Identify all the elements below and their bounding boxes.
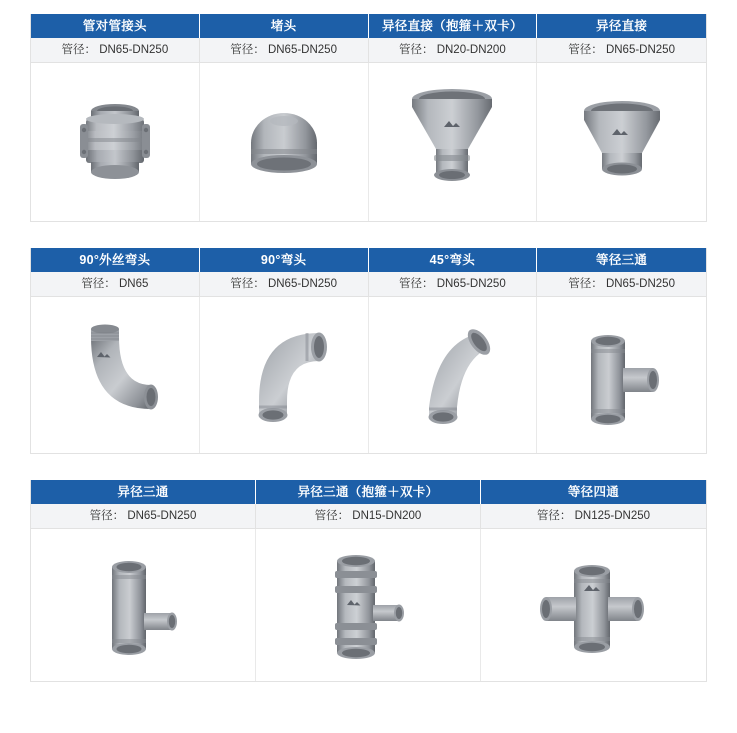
product-spec-cell: 管径： DN65 (31, 272, 200, 297)
product-title-cell: 异径三通（抱箍＋双卡） (256, 480, 481, 504)
product-title-cell: 管对管接头 (31, 14, 200, 38)
product-catalog-page (0, 14, 737, 733)
equal-cross-icon (528, 545, 658, 665)
end-cap-icon (229, 87, 339, 197)
group-3-image-row (31, 529, 706, 681)
product-group-1 (30, 14, 707, 222)
product-spec-cell: 管径： DN65-DN250 (31, 38, 200, 63)
product-image-cell (481, 529, 706, 681)
product-spec-cell: 管径： DN65-DN250 (537, 272, 706, 297)
90-elbow-icon (219, 315, 349, 435)
reducer-icon (562, 87, 682, 197)
product-title-cell: 90°弯头 (200, 248, 369, 272)
product-title-cell: 异径直接（抱箍＋双卡） (369, 14, 538, 38)
product-title-cell: 堵头 (200, 14, 369, 38)
product-spec-cell: 管径： DN15-DN200 (256, 504, 481, 529)
45-elbow-icon (387, 315, 517, 435)
product-image-cell (369, 297, 538, 453)
product-image-cell (537, 297, 706, 453)
product-title-cell: 等径三通 (537, 248, 706, 272)
product-spec-cell: 管径： DN65-DN250 (537, 38, 706, 63)
product-spec-cell: 管径： DN125-DN250 (481, 504, 706, 529)
product-image-cell (31, 297, 200, 453)
product-group-3 (30, 480, 707, 682)
product-image-cell (369, 63, 538, 221)
group-1-image-row (31, 63, 706, 221)
product-spec-cell: 管径： DN65-DN250 (369, 272, 538, 297)
product-group-2 (30, 248, 707, 454)
group-2-spec-row (31, 272, 706, 297)
pipe-to-pipe-coupling-icon (55, 82, 175, 202)
product-title-cell: 异径三通 (31, 480, 256, 504)
product-spec-cell: 管径： DN65-DN250 (200, 272, 369, 297)
product-title-cell: 异径直接 (537, 14, 706, 38)
group-2-image-row (31, 297, 706, 453)
group-1-header-row (31, 14, 706, 38)
group-2-header-row (31, 248, 706, 272)
group-3-header-row (31, 480, 706, 504)
product-image-cell (200, 63, 369, 221)
reducing-tee-icon (78, 545, 208, 665)
product-spec-cell: 管径： DN20-DN200 (369, 38, 538, 63)
90-male-thread-elbow-icon (55, 315, 175, 435)
product-title-cell: 等径四通 (481, 480, 706, 504)
product-title-cell: 90°外丝弯头 (31, 248, 200, 272)
product-title-cell: 45°弯头 (369, 248, 538, 272)
group-3-spec-row (31, 504, 706, 529)
product-spec-cell: 管径： DN65-DN250 (200, 38, 369, 63)
product-spec-cell: 管径： DN65-DN250 (31, 504, 256, 529)
reducing-tee-with-clamp-icon (303, 545, 433, 665)
reducer-with-clamp-icon (392, 77, 512, 207)
group-1-spec-row (31, 38, 706, 63)
product-image-cell (200, 297, 369, 453)
product-image-cell (537, 63, 706, 221)
product-image-cell (256, 529, 481, 681)
equal-tee-icon (557, 315, 687, 435)
product-image-cell (31, 529, 256, 681)
product-image-cell (31, 63, 200, 221)
